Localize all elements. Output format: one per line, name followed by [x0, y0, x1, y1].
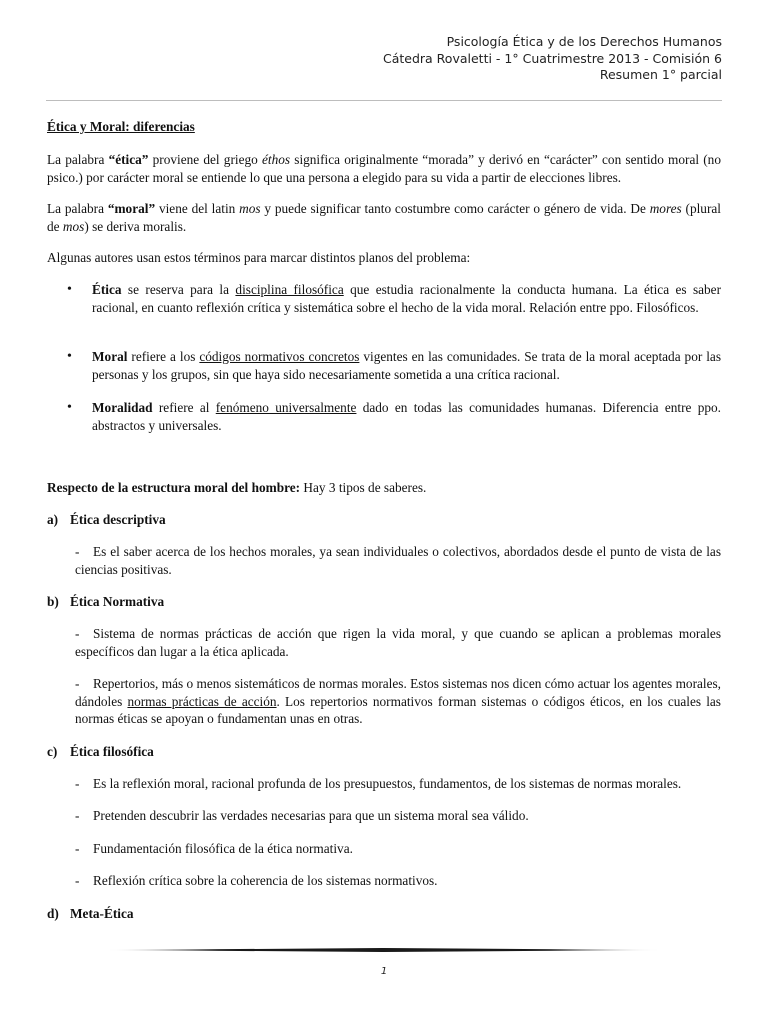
- header-catedra: Cátedra Rovaletti - 1° Cuatrimestre 2013 - Comisión 6: [383, 50, 722, 66]
- footer-divider: [108, 948, 660, 952]
- dash-item: - Es la reflexión moral, racional profunda de los presupuestos, fundamentos, de los sistemas de normas morales.: [75, 776, 682, 791]
- bullet-icon: •: [67, 349, 72, 364]
- dash-item: - Es el saber acerca de los hechos morales, ya sean individuales o colectivos, abordados desde el punto de vista de las ciencias positivas.: [75, 544, 721, 577]
- bullet-icon: •: [67, 282, 72, 297]
- subsection-heading-a: a) Ética descriptiva: [47, 512, 166, 527]
- subsection-heading-c: c) Ética filosófica: [47, 744, 154, 759]
- list-item: [69, 348, 721, 383]
- header-divider: [46, 100, 722, 101]
- list-item: [69, 399, 721, 434]
- section-title: Ética y Moral: diferencias: [47, 119, 195, 134]
- paragraph-estructura: Respecto de la estructura moral del hombre: Hay 3 tipos de saberes.: [47, 480, 427, 495]
- header-course: Psicología Ética y de los Derechos Humanos: [446, 34, 722, 49]
- subsection-heading-d: d) Meta-Ética: [47, 906, 134, 921]
- list-item-text: Moral refiere a los códigos normativos concretos vigentes en las comunidades. Se trata de la moral aceptada por las personas y los grupos, sin que haya sido necesariamente sometida a una crítica racional.: [92, 349, 721, 382]
- dash-item: - Pretenden descubrir las verdades necesarias para que un sistema moral sea válido.: [75, 808, 529, 823]
- paragraph-planos: Algunas autores usan estos términos para marcar distintos planos del problema:: [47, 250, 471, 265]
- paragraph-moral: La palabra “moral” viene del latin mos y puede significar tanto costumbre como carácter o género de vida. De mores (plural de mos) se deriva moralis.: [47, 201, 721, 234]
- list-item: [69, 281, 721, 316]
- bullet-icon: •: [67, 400, 72, 415]
- page-number: 1: [380, 966, 388, 977]
- list-item-text: Moralidad refiere al fenómeno universalmente dado en todas las comunidades humanas. Diferencia entre ppo. abstractos y universales.: [92, 400, 721, 433]
- list-item-text: Ética se reserva para la disciplina filosófica que estudia racionalmente la conducta humana. La ética es saber racional, en cuanto reflexión crítica y sistemática sobre el hecho de la vida moral. Relación entre ppo. Filosóficos.: [92, 282, 722, 315]
- paragraph-etica: La palabra “ética” proviene del griego éthos significa originalmente “morada” y derivó en “carácter” con sentido moral (no psico.) por carácter moral se entiende lo que una persona a elegido para su vida a partir de elecciones libres.: [47, 152, 721, 185]
- header-resumen: Resumen 1° parcial: [599, 67, 722, 82]
- dash-item: - Reflexión crítica sobre la coherencia de los sistemas normativos.: [75, 873, 438, 888]
- dash-item: - Repertorios, más o menos sistemáticos de normas morales. Estos sistemas nos dicen cómo actuar los agentes morales, dándoles normas prácticas de acción. Los repertorios normativos forman sistemas o códigos éticos, en los cuales las normas éticas se apoyan o fundamentan unas en otras.: [75, 676, 721, 726]
- dash-item: - Fundamentación filosófica de la ética normativa.: [75, 841, 353, 856]
- page-header: [383, 34, 722, 84]
- subsection-heading-b: b) Ética Normativa: [47, 594, 165, 609]
- dash-item: - Sistema de normas prácticas de acción que rigen la vida moral, y que cuando se aplican a problemas morales específicos dan lugar a la ética aplicada.: [75, 626, 721, 659]
